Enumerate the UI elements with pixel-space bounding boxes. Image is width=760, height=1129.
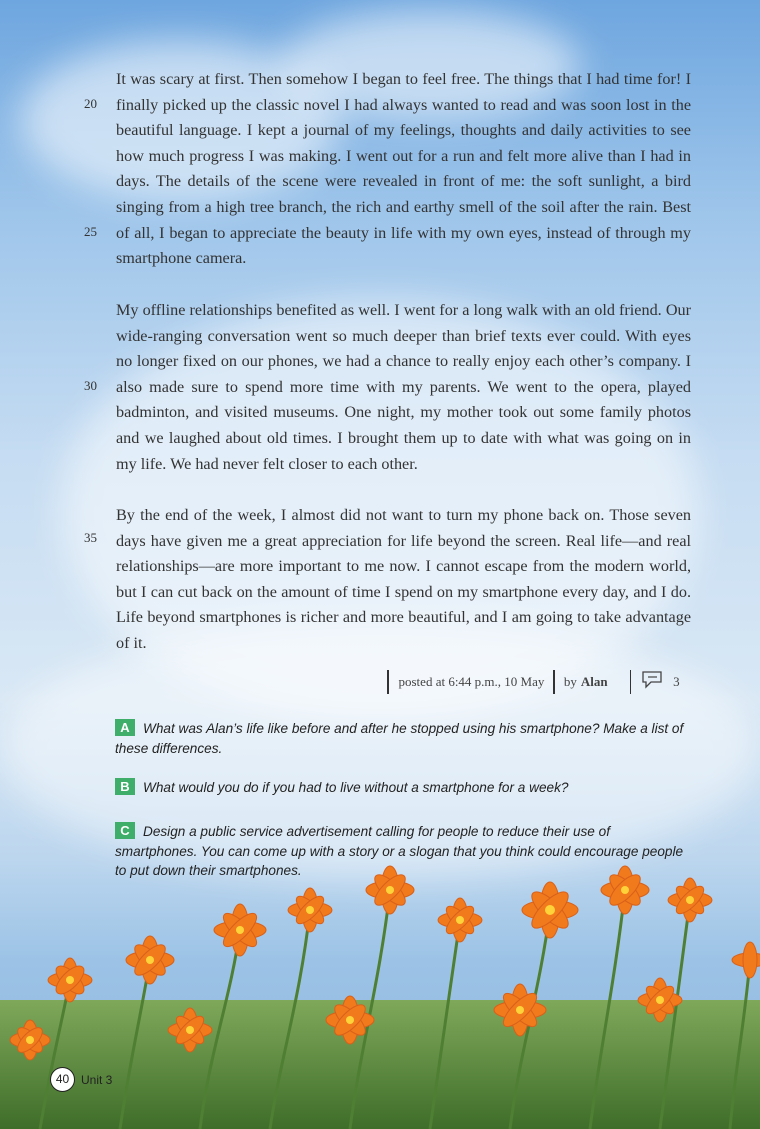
- comment-count: 3: [673, 674, 680, 689]
- question-text: What was Alan’s life like before and after he stopped using his smartphone? Make a list of these differences.: [115, 721, 684, 756]
- line-number: 25: [84, 224, 97, 239]
- question-label: A: [115, 719, 135, 736]
- question-text: What would you do if you had to live without a smartphone for a week?: [143, 780, 569, 795]
- question-label: B: [115, 778, 135, 795]
- question-b: [115, 778, 690, 798]
- post-timestamp: posted at 6:44 p.m., 10 May: [398, 674, 545, 689]
- comment-bubble-icon[interactable]: [641, 670, 665, 694]
- line-number: 20: [84, 96, 97, 111]
- question-a: [115, 719, 690, 758]
- page-footer: [50, 1067, 112, 1092]
- post-meta: [387, 668, 680, 696]
- question-text: Design a public service advertisement calling for people to reduce their use of smartphones. You can come up with a story or a slogan that you think could encourage people to put down their smartphones.: [115, 824, 684, 878]
- divider: [387, 670, 389, 694]
- author-name: Alan: [580, 674, 608, 689]
- paragraph-2: My offline relationships benefited as well. I went for a long walk with an old friend. Our wide-ranging conversation went so much deeper than brief texts ever could. With eyes no longer fixed on our phones, we had a chance to really enjoy each other’s company. I also made sure to spend more time with my parents. We went to the opera, played badminton, and visited museums. One night, my mother took out some family photos and we laughed about old times. I brought them up to date with what was going on in my life. We had never felt closer to each other.: [116, 301, 691, 473]
- paragraph-1: It was scary at first. Then somehow I began to feel free. The things that I had time for! I finally picked up the classic novel I had always wanted to read and was soon lost in the beautiful language. I kept a journal of my feelings, thoughts and daily activities to see how much progress I was making. I went out for a run and felt more alive than I had in days. The details of the scene were revealed in front of me: the soft sunlight, a bird singing from a high tree branch, the rich and earthy smell of the soil after the rain. Best of all, I began to appreciate the beauty in life with my own eyes, instead of through my smartphone camera.: [116, 70, 691, 268]
- by-label: by: [563, 674, 577, 689]
- divider: [630, 670, 632, 694]
- question-label: C: [115, 822, 135, 839]
- unit-label: Unit 3: [81, 1072, 113, 1087]
- page-number: 40: [50, 1067, 75, 1092]
- paragraph-3: By the end of the week, I almost did not want to turn my phone back on. Those seven days have given me a great appreciation for life beyond the screen. Real life—and real relationships—are more important to me now. I cannot escape from the modern world, but I can cut back on the amount of time I spend on my smartphone every day, and I do. Life beyond smartphones is richer and more beautiful, and I am going to take advantage of it.: [116, 506, 691, 652]
- line-number: 30: [84, 378, 97, 393]
- line-number: 35: [84, 530, 97, 545]
- flower-field-image: [0, 850, 760, 1129]
- divider: [553, 670, 555, 694]
